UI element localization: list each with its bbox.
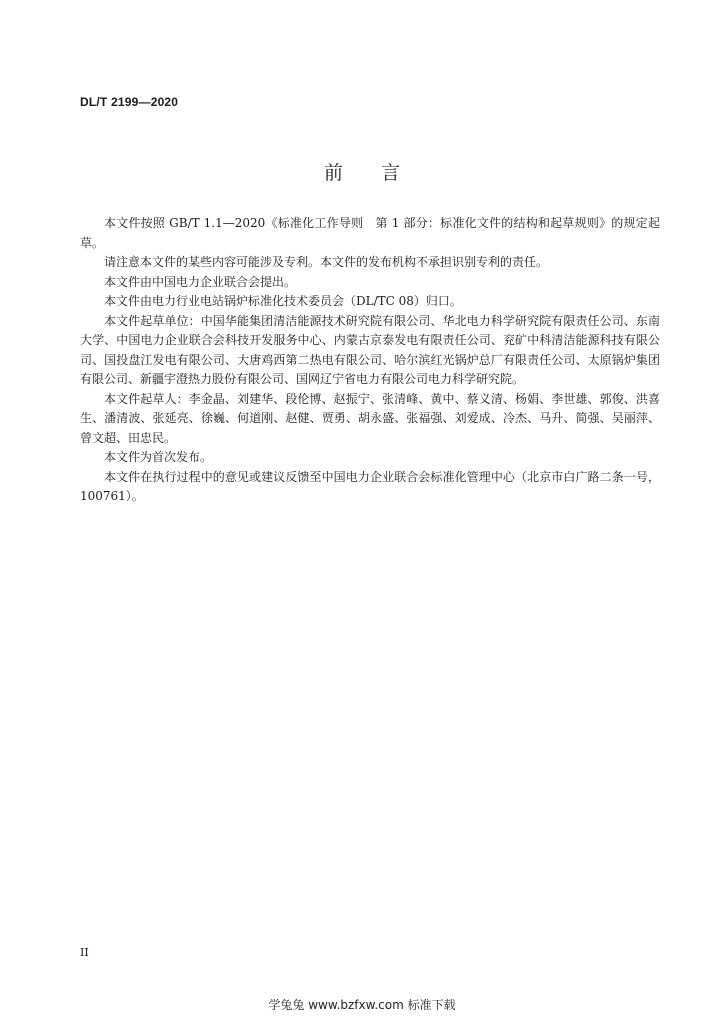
paragraph-proposer: 本文件由中国电力企业联合会提出。 — [104, 274, 297, 289]
document-code: DL/T 2199—2020 — [80, 95, 179, 109]
paragraph-drafting-rules: 本文件按照 GB/T 1.1—2020《标准化工作导则 第 1 部分：标准化文件的结构和起草规则》的规定起草。 — [80, 216, 660, 250]
page-title: 前言 — [323, 162, 438, 184]
paragraph-first-release: 本文件为首次发布。 — [104, 450, 213, 464]
paragraph-administrator: 本文件由电力行业电站锅炉标准化技术委员会（DL/TC 08）归口。 — [104, 294, 462, 308]
paragraph-drafters: 本文件起草人：李金晶、刘建华、段伦博、赵振宁、张清峰、黄中、蔡义清、杨娟、李世雄、郭俊、洪喜生、潘清波、张延亮、徐巍、何道刚、赵健、贾勇、胡永盛、张福强、刘爱成、冷杰、马升、简强、吴丽萍、曾文超、田忠民。 — [80, 391, 660, 445]
paragraph-patent-notice: 请注意本文件的某些内容可能涉及专利。本文件的发布机构不承担识别专利的责任。 — [104, 255, 549, 269]
watermark-text: 学兔兔 www.bzfxw.com 标准下载 — [268, 998, 456, 1012]
paragraph-drafting-units: 本文件起草单位：中国华能集团清洁能源技术研究院有限公司、华北电力科学研究院有限责任公司、东南大学、中国电力企业联合会科技开发服务中心、内蒙古京泰发电有限责任公司、兖矿中科清洁能源科技有限公司、国投盘江发电有限公司、大唐鸡西第二热电有限公司、哈尔滨红光锅炉总厂有限责任公司、太原锅炉集团有限公司、新疆宇澄热力股份有限公司、国网辽宁省电力有限公司电力科学研究院。 — [80, 313, 660, 386]
foreword-body — [80, 214, 660, 507]
paragraph-feedback: 本文件在执行过程中的意见或建议反馈至中国电力企业联合会标准化管理中心（北京市白广路二条一号，100761）。 — [80, 469, 660, 503]
page-number: II — [80, 946, 89, 959]
